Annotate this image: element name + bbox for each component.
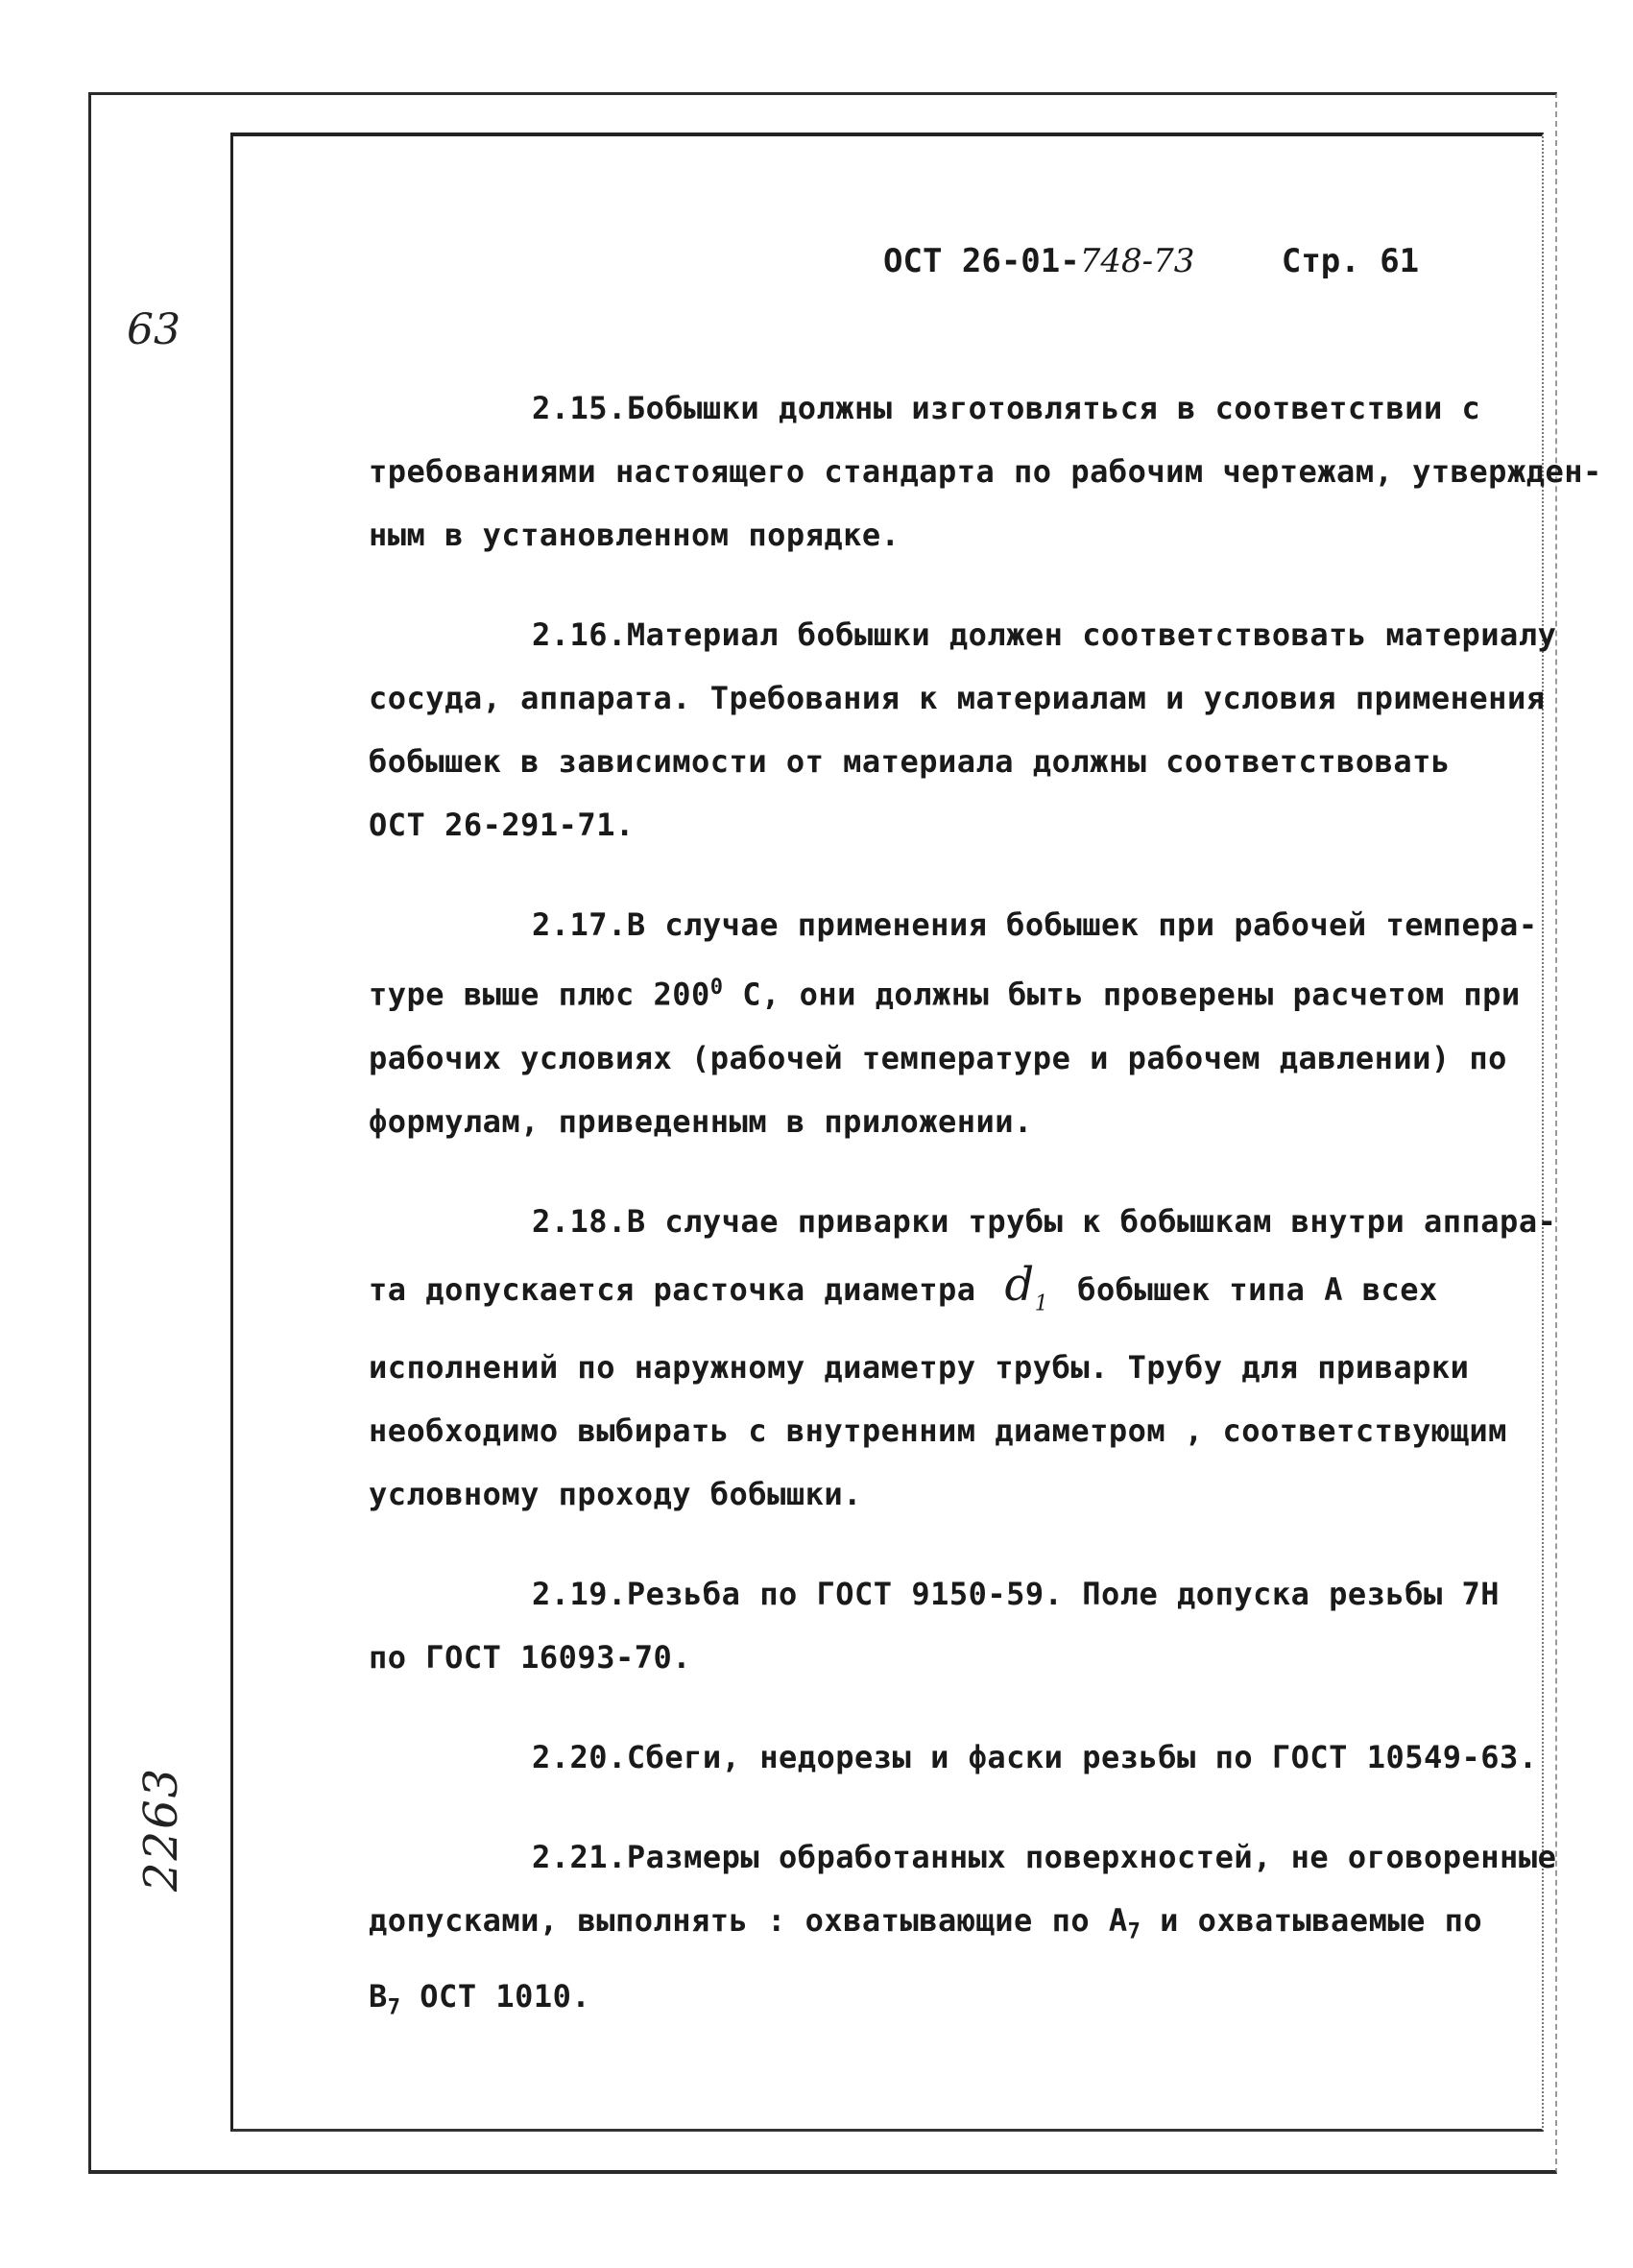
paragraph-line: ОСТ 26-291-71.: [369, 807, 635, 843]
paragraph-line: 2.21.Размеры обработанных поверхностей, не оговоренные: [532, 1839, 1557, 1876]
paragraph-line: бобышек в зависимости от материала должны соответствовать: [369, 743, 1451, 780]
line-text: и охватываемые по: [1141, 1902, 1483, 1940]
symbol-subscript: 1: [1034, 1291, 1049, 1316]
paragraph-line: формулам, приведенным в приложении.: [369, 1102, 1033, 1140]
paragraph-line: [369, 1253, 1521, 1337]
standard-code-printed: ОСТ 26-01-: [883, 242, 1080, 280]
paragraph-2-16: [369, 603, 1557, 857]
paragraph-2-20: [369, 1725, 1538, 1789]
handwritten-archive-number: 2263: [134, 1766, 188, 1892]
paragraph-line: необходимо выбирать с внутренним диаметром , соответствующим: [369, 1412, 1507, 1450]
paragraph-line: требованиями настоящего стандарта по рабочим чертежам, утвержден-: [369, 453, 1602, 490]
page-number: Стр. 61: [1281, 242, 1420, 280]
paragraph-line: [369, 1889, 1521, 1964]
paragraph-line: 2.17.В случае применения бобышек при рабочей темпера-: [532, 906, 1538, 943]
line-text: С, они должны быть проверены расчетом при: [723, 976, 1521, 1013]
paragraph-2-19: [369, 1562, 1521, 1689]
page-header: [883, 242, 1419, 280]
symbol-letter: d: [1004, 1257, 1035, 1312]
paragraph-2-15: [369, 376, 1602, 567]
tolerance-subscript: 7: [387, 1995, 401, 2020]
handwritten-sheet-number: 63: [127, 305, 180, 354]
paragraph-2-18: [369, 1190, 1557, 1527]
document-body: [369, 376, 1602, 2076]
paragraph-line: 2.16.Материал бобышки должен соответствовать материалу: [532, 616, 1557, 653]
paragraph-line: 2.15.Бобышки должны изготовляться в соответствии с: [532, 390, 1481, 426]
standard-code: [883, 242, 1194, 280]
diameter-symbol: [976, 1257, 1078, 1316]
line-text: ОСТ 1010.: [400, 1977, 591, 2015]
line-text: туре выше плюс 200: [369, 976, 710, 1013]
paragraph-line: [369, 1965, 1521, 2039]
paragraph-line: 2.19.Резьба по ГОСТ 9150-59. Поле допуска резьбы 7Н: [532, 1576, 1501, 1613]
line-text: та допускается расточка диаметра: [369, 1270, 976, 1308]
paragraph-2-21: [369, 1825, 1557, 2039]
degree-mark: 0: [709, 976, 724, 1000]
tolerance-subscript: 7: [1127, 1919, 1141, 1944]
line-text: допусками, выполнять : охватывающие по А: [369, 1902, 1128, 1940]
paragraph-line: по ГОСТ 16093-70.: [369, 1639, 692, 1677]
paragraph-line: сосуда, аппарата. Требования к материалам и условия применения: [369, 680, 1546, 716]
paragraph-line: 2.20.Сбеги, недорезы и фаски резьбы по ГОСТ 10549-63.: [532, 1739, 1538, 1776]
paragraph-line: исполнений по наружному диаметру трубы. Трубу для приварки: [369, 1349, 1470, 1387]
paragraph-line: ным в установленном порядке.: [369, 517, 901, 553]
paragraph-2-17: [369, 893, 1538, 1153]
paragraph-line: [369, 956, 1521, 1026]
paragraph-line: 2.18.В случае приварки трубы к бобышкам внутри аппара-: [532, 1202, 1557, 1240]
line-text: бобышек типа А всех: [1077, 1270, 1438, 1308]
standard-code-handwritten: 748-73: [1079, 242, 1195, 280]
paragraph-line: условному проходу бобышки.: [369, 1476, 862, 1513]
line-text: В: [369, 1977, 388, 2015]
paragraph-line: рабочих условиях (рабочей температуре и рабочем давлении) по: [369, 1039, 1507, 1076]
